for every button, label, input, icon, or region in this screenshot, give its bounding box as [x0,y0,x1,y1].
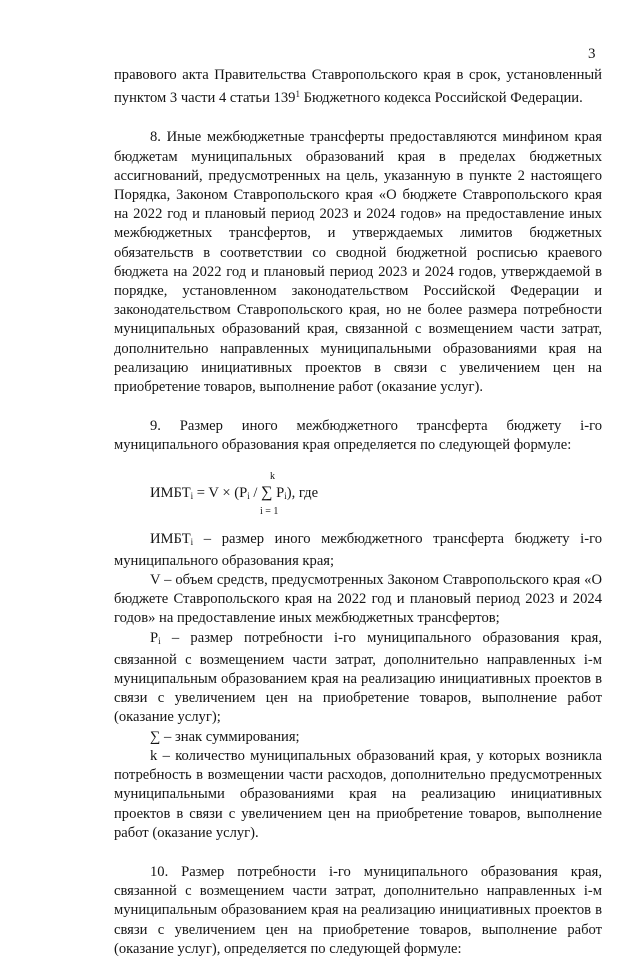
sum-lower-limit: i = 1 [260,505,279,517]
def-pi-text: – размер потребности i-го муниципального образования края, связанной с возмещением части затрат, дополнительно направленных i-м муниципальным образованием края на реализацию инициативных проектов в связи с увеличением цен на приобретение товаров, выполнение работ (оказание услуг); [114,629,602,726]
document-body [114,66,602,959]
formula-lhs: ИМБТ [150,484,191,501]
page-number: 3 [588,46,596,62]
definition-sigma [114,728,602,747]
paragraph-9: 9. Размер иного межбюджетного трансферта бюджету i-го муниципального образования края определяется по следующей формуле: [114,418,602,454]
intro-text: правового акта Правительства Ставропольского края в срок, установленный пунктом 3 части 4 статьи 139 [114,67,602,107]
def-sigma-text: – знак суммирования; [160,728,300,745]
formula-mid: = V × (P [193,484,248,501]
definition-k: k – количество муниципальных образований края, у которых возникла потребность в возмещении части расходов, дополнительно предусмотренных муниципальными образованиями края на реализацию инициативных проектов в связи с увеличением цен на приобретение товаров, выполнение работ (оказание услуг). [114,747,602,841]
def-pi-term: P [150,629,159,646]
intro-superscript: 1 [295,89,300,100]
sum-upper-limit: k [270,470,275,482]
formula-p-sub: i [247,490,250,501]
definition-imbt [114,530,602,571]
def-sigma-symbol: ∑ [150,728,161,745]
formula-imbt [150,467,602,519]
definition-pi [114,629,602,728]
paragraph-10: 10. Размер потребности i-го муниципального образования края, связанной с возмещением части затрат, дополнительно направленных i-м муниципальным образованием края на реализацию инициативных проектов в связи с увеличением цен на приобретение товаров, выполнение работ (оказание услуг), определяется по следующей формуле: [114,863,602,957]
def-pi-sub: i [158,635,161,646]
formula-divide: / [249,484,262,501]
formula-main [150,483,318,506]
definition-v: V – объем средств, предусмотренных Законом Ставропольского края «О бюджете Ставропольского края на 2022 год и плановый период 2023 и 2024 годов» на предоставление иных межбюджетных трансфертов; [114,572,602,627]
formula-sum-sub: i [284,490,287,501]
def-imbt-text: – размер иного межбюджетного трансферта бюджету i-го муниципального образования края; [114,530,602,569]
sigma-symbol: ∑ [261,483,273,501]
paragraph-8: 8. Иные межбюджетные трансферты предоставляются минфином края бюджетам муниципальных образований края в пределах бюджетных ассигнований, предусмотренных на цель, указанную в пункте 2 настоящего Порядка, Законом Ставропольского края «О бюджете Ставропольского края на 2022 год и плановый период 2023 и 2024 годов» на предоставление иных межбюджетных трансфертов, и утверждаемых лимитов бюджетных обязательств в соответствии со сводной бюджетной росписью краевого бюджета на 2022 год и плановый период 2023 и 2024 годов, утверждаемой в порядке, установленном законодательством Российской Федерации и законодательством Ставропольского края, но не более размера потребности муниципальных образований края, связанной с возмещением части затрат, дополнительно направленных муниципальными образованиями края на реализацию инициативных проектов в связи с увеличением цен на приобретение товаров, выполнение работ (оказание услуг). [114,129,602,396]
formula-tail: ), где [286,484,319,501]
def-imbt-sub: i [190,536,194,547]
formula-sum-p: P [272,484,285,501]
intro-tail: Бюджетного кодекса Российской Федерации. [299,90,583,107]
formula-lhs-sub: i [190,490,194,501]
def-imbt-term: ИМБТ [150,530,191,547]
paragraph-intro [114,66,602,108]
